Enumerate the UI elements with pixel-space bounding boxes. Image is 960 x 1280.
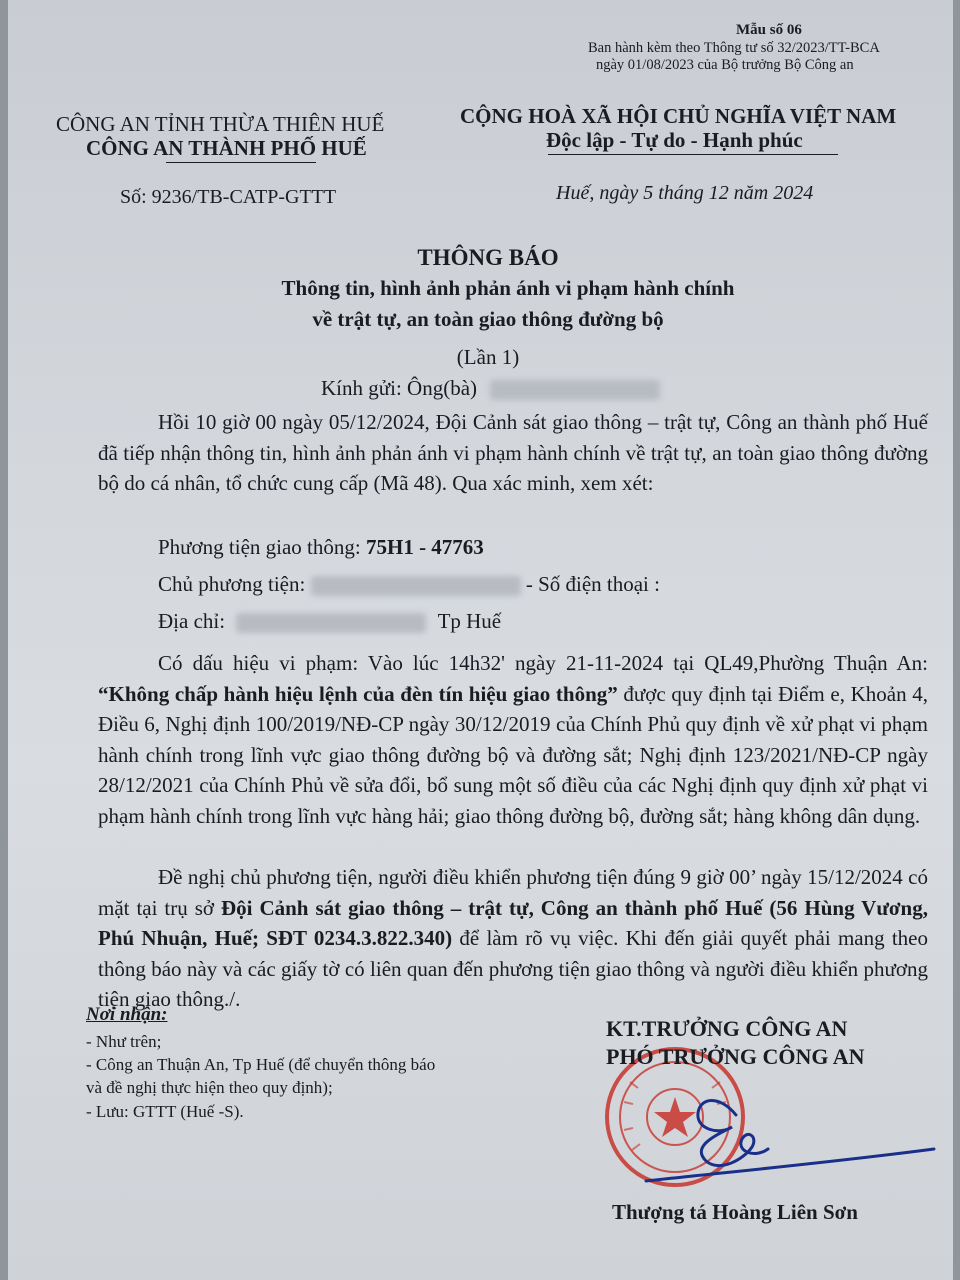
document-title: THÔNG BÁO — [417, 245, 559, 270]
document-number: Số: 9236/TB-CATP-GTTT — [120, 186, 337, 208]
intro-paragraph: Hồi 10 giờ 00 ngày 05/12/2024, Đội Cảnh sát giao thông – trật tự, Công an thành phố Huế đã tiếp nhận thông tin, hình ảnh phản ánh vi phạm hành chính về trật tự, an toàn giao thông đường bộ do cá nhân, tổ chức cung cấp (Mã 48). Qua xác minh, xem xét: — [98, 410, 928, 495]
form-issued-line2: ngày 01/08/2023 của Bộ trưởng Bộ Công an — [596, 57, 854, 73]
nation-title: CỘNG HOÀ XÃ HỘI CHỦ NGHĨA VIỆT NAM — [460, 104, 897, 128]
nation-motto: Độc lập - Tự do - Hạnh phúc — [546, 128, 803, 152]
vehicle-line — [158, 535, 484, 560]
motto-underline — [548, 154, 838, 155]
document-date: Huế, ngày 5 tháng 12 năm 2024 — [556, 182, 814, 204]
violation-quote: “Không chấp hành hiệu lệnh của đèn tín hiệu giao thông” — [98, 681, 618, 706]
signer-name: Thượng tá Hoàng Liên Sơn — [612, 1200, 858, 1224]
document-subtitle-2: về trật tự, an toàn giao thông đường bộ — [312, 307, 664, 331]
form-number: Mẫu số 06 — [736, 22, 802, 38]
violation-suffix: được quy định tại Điểm e, Khoản 4, Điều 6, Nghị định 100/2019/NĐ-CP ngày 30/12/2019 của Chính Phủ quy định về xử phạt vi phạm hành chính trong lĩnh vực giao thông đường bộ và đường sắt; Nghị định 123/2021/NĐ-CP ngày 28/12/2021 của Chính Phủ về sửa đổi, bổ sung một số điều của các Nghị định quy định xử phạt vi phạm hành chính trong lĩnh vực hàng hải; giao thông đường bộ, đường sắt; hàng không dân dụng. — [98, 681, 928, 828]
document-round: (Lần 1) — [456, 345, 520, 369]
address-label: Địa chỉ: — [158, 609, 226, 633]
recipient-label: Kính gửi: Ông(bà) — [321, 376, 478, 400]
form-issued-line1: Ban hành kèm theo Thông tư số 32/2023/TT-BCA — [588, 40, 880, 56]
vehicle-plate: 75H1 - 47763 — [365, 535, 484, 559]
recipients-line-1: - Như trên; — [86, 1032, 162, 1051]
redacted-name — [490, 380, 660, 400]
vehicle-label: Phương tiện giao thông: — [158, 535, 366, 559]
document-page — [8, 0, 953, 1280]
request-paragraph — [98, 862, 928, 1015]
signature-title-1: KT.TRƯỞNG CÔNG AN — [606, 1016, 848, 1041]
recipients-line-2: - Công an Thuận An, Tp Huế (để chuyển thông báo — [86, 1055, 436, 1074]
address-line — [158, 609, 501, 634]
violation-prefix: Có dấu hiệu vi phạm: Vào lúc 14h32' ngày 21-11-2024 tại QL49,Phường Thuận An: — [158, 651, 928, 675]
agency-parent: CÔNG AN TỈNH THỪA THIÊN HUẾ — [56, 112, 385, 136]
owner-line — [158, 572, 660, 597]
recipient-line — [321, 376, 660, 401]
recipients-line-3: và đề nghị thực hiện theo quy định); — [86, 1078, 333, 1097]
recipients-heading: Nơi nhận: — [86, 1004, 168, 1025]
owner-label: Chủ phương tiện: — [158, 572, 306, 596]
request-suffix: để làm rõ vụ việc. Khi đến giải quyết phải mang theo thông báo này và các giấy tờ có liên quan đến phương tiện giao thông và người điều khiển phương tiện giao thông./. — [98, 926, 929, 1011]
signature-title-2: PHÓ TRƯỞNG CÔNG AN — [606, 1044, 865, 1069]
request-place: Đội Cảnh sát giao thông – trật tự, Công an thành phố Huế (56 Hùng Vương, Phú Nhuận, Huế; SĐT 0234.3.822.340) — [98, 895, 928, 950]
address-city: Tp Huế — [437, 609, 502, 633]
document-subtitle-1: Thông tin, hình ảnh phản ánh vi phạm hành chính — [281, 276, 735, 300]
phone-label: - Số điện thoại : — [525, 572, 660, 596]
violation-paragraph — [98, 648, 928, 831]
redacted-owner — [311, 576, 521, 596]
agency-underline — [166, 162, 316, 163]
handwritten-signature-icon — [628, 1075, 948, 1195]
request-prefix: Đề nghị chủ phương tiện, người điều khiển phương tiện đúng 9 giờ 00’ ngày 15/12/2024 có mặt tại trụ sở — [98, 865, 928, 920]
redacted-address — [236, 613, 426, 633]
recipients-line-4: - Lưu: GTTT (Huế -S). — [86, 1102, 244, 1121]
agency-name: CÔNG AN THÀNH PHỐ HUẾ — [86, 136, 367, 160]
